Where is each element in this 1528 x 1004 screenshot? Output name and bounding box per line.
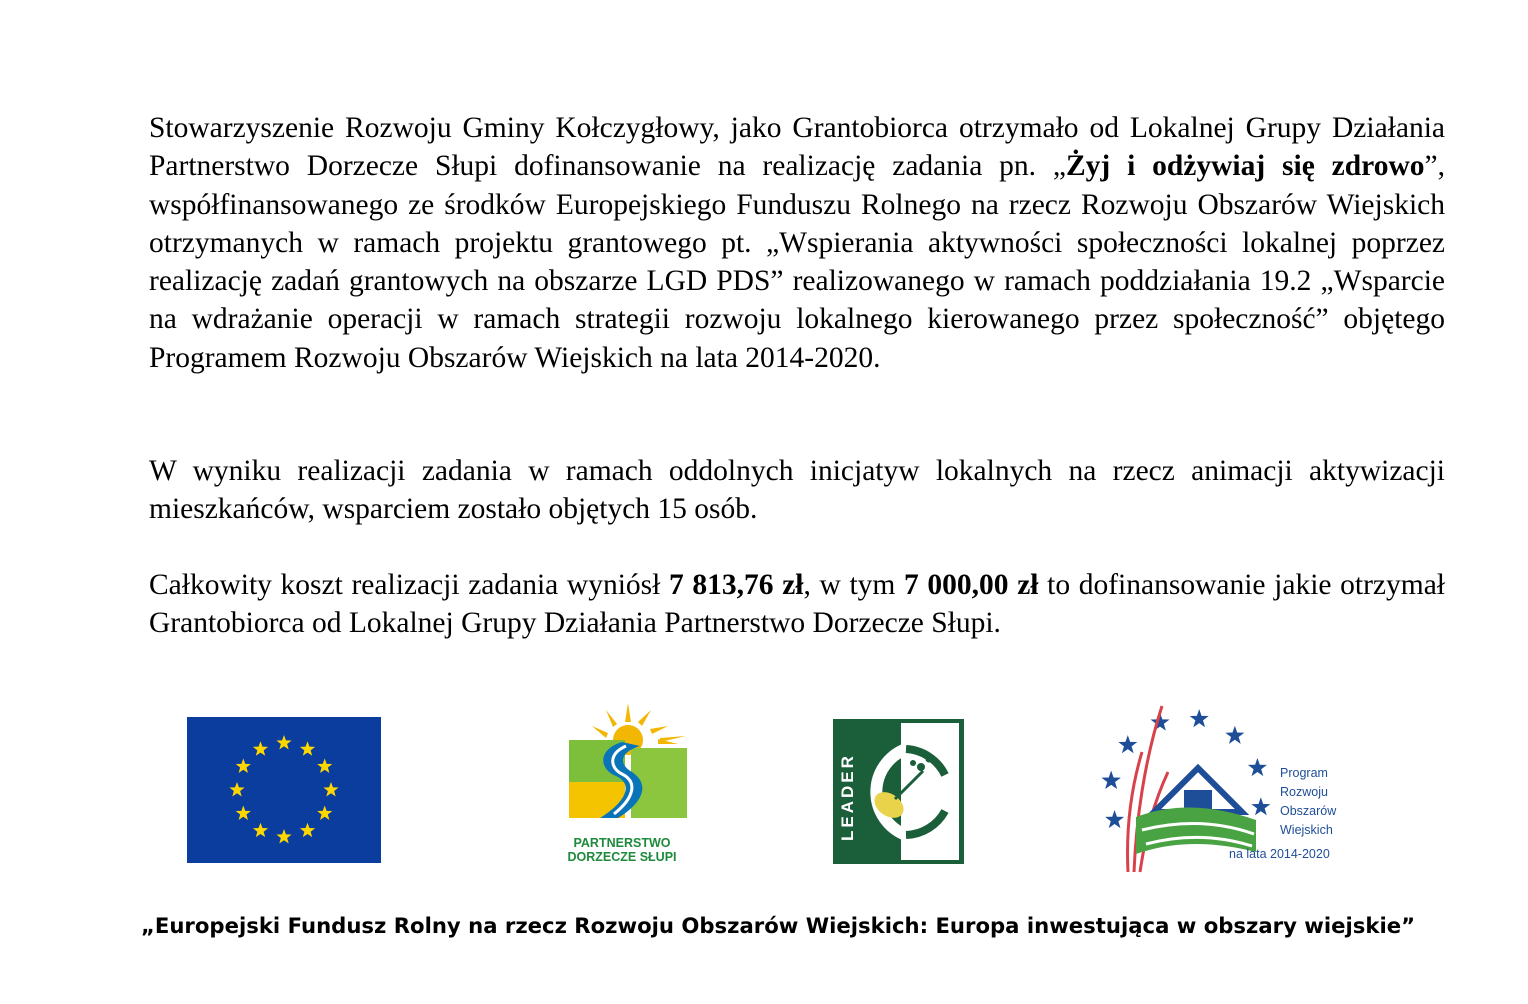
leader-logo [833,719,964,864]
prow-star-icon [1225,726,1244,744]
task-title: Żyj i odżywiaj się zdrowo [1065,150,1425,183]
partnerstwo-line1: PARTNERSTWO [573,836,671,850]
paragraph-grant-info [149,109,1445,377]
prow-years: na lata 2014-2020 [1229,847,1330,861]
prow-line1: Program [1280,766,1328,780]
prow-star-icon [1102,771,1121,789]
eu-star-icon [300,741,315,755]
eu-star-icon [317,759,332,773]
prow-star-icon [1248,758,1267,776]
paragraph-results [149,452,1445,529]
prow-line2: Rozwoju [1280,785,1328,799]
prow-star-icon [1251,797,1270,815]
partnerstwo-logo-text [556,836,688,864]
paragraph2-text: W wyniku realizacji zadania w ramach oddolnych inicjatyw lokalnych na rzecz animacji aktywizacji mieszkańców, wsparciem zostało objętych 15 osób. [149,455,1445,526]
prow-star-icon [1118,735,1137,753]
prow-star-icon [1105,810,1124,828]
eu-star-icon [236,759,251,773]
eu-star-icon [253,741,268,755]
footer-slogan: „Europejski Fundusz Rolny na rzecz Rozwoju Obszarów Wiejskich: Europa inwestująca w obszary wiejskie” [140,913,1416,938]
eu-flag-icon [187,717,381,863]
eu-star-icon [236,806,251,820]
eu-star-icon [276,829,291,843]
eu-star-icon [300,823,315,837]
eu-star-icon [276,735,291,749]
prow-line4: Wiejskich [1280,823,1333,837]
leader-text: LEADER [838,753,857,841]
cost-middle: , w tym [803,569,905,601]
paragraph1-text-start: Stowarzyszenie Rozwoju Gminy Kołczygłowy, jako Grantobiorca otrzymało od Lokalnej Grupy Działania Partnerstwo Dorzecze Słupi dofinansowanie na realizację zadania pn. „ [149,112,1445,183]
eu-star-icon [323,782,338,796]
paragraph-cost [149,566,1445,643]
grant-amount: 7 000,00 zł [904,569,1039,601]
eu-star-icon [253,823,268,837]
partnerstwo-line2: DORZECZE SŁUPI [567,850,677,864]
eu-star-icon [229,782,244,796]
paragraph1-text-end: ”, współfinansowanego ze środków Europejskiego Funduszu Rolnego na rzecz Rozwoju Obszarów Wiejskich otrzymanych w ramach projektu grantowego pt. „Wspierania aktywności społeczności lokalnej poprzez realizację zadań grantowych na obszarze LGD PDS” realizowanego w ramach poddziałania 19.2 „Wsparcie na wdrażanie operacji w ramach strategii rozwoju lokalnego kierowanego przez społeczność” objętego Programem Rozwoju Obszarów Wiejskich na lata 2014-2020. [149,150,1445,374]
prow-star-icon [1190,709,1209,727]
prow-logo [1096,702,1356,877]
prow-logo-text [1280,764,1336,840]
eu-star-icon [317,806,332,820]
total-cost: 7 813,76 zł [669,569,804,601]
prow-line3: Obszarów [1280,804,1337,818]
cost-prefix: Całkowity koszt realizacji zadania wyniósł [149,569,670,601]
partnerstwo-dorzecze-slupi-logo [556,698,706,873]
cost-suffix: to dofinansowanie jakie otrzymał Grantobiorca od Lokalnej Grupy Działania Partnerstwo Dorzecze Słupi. [149,569,1445,640]
